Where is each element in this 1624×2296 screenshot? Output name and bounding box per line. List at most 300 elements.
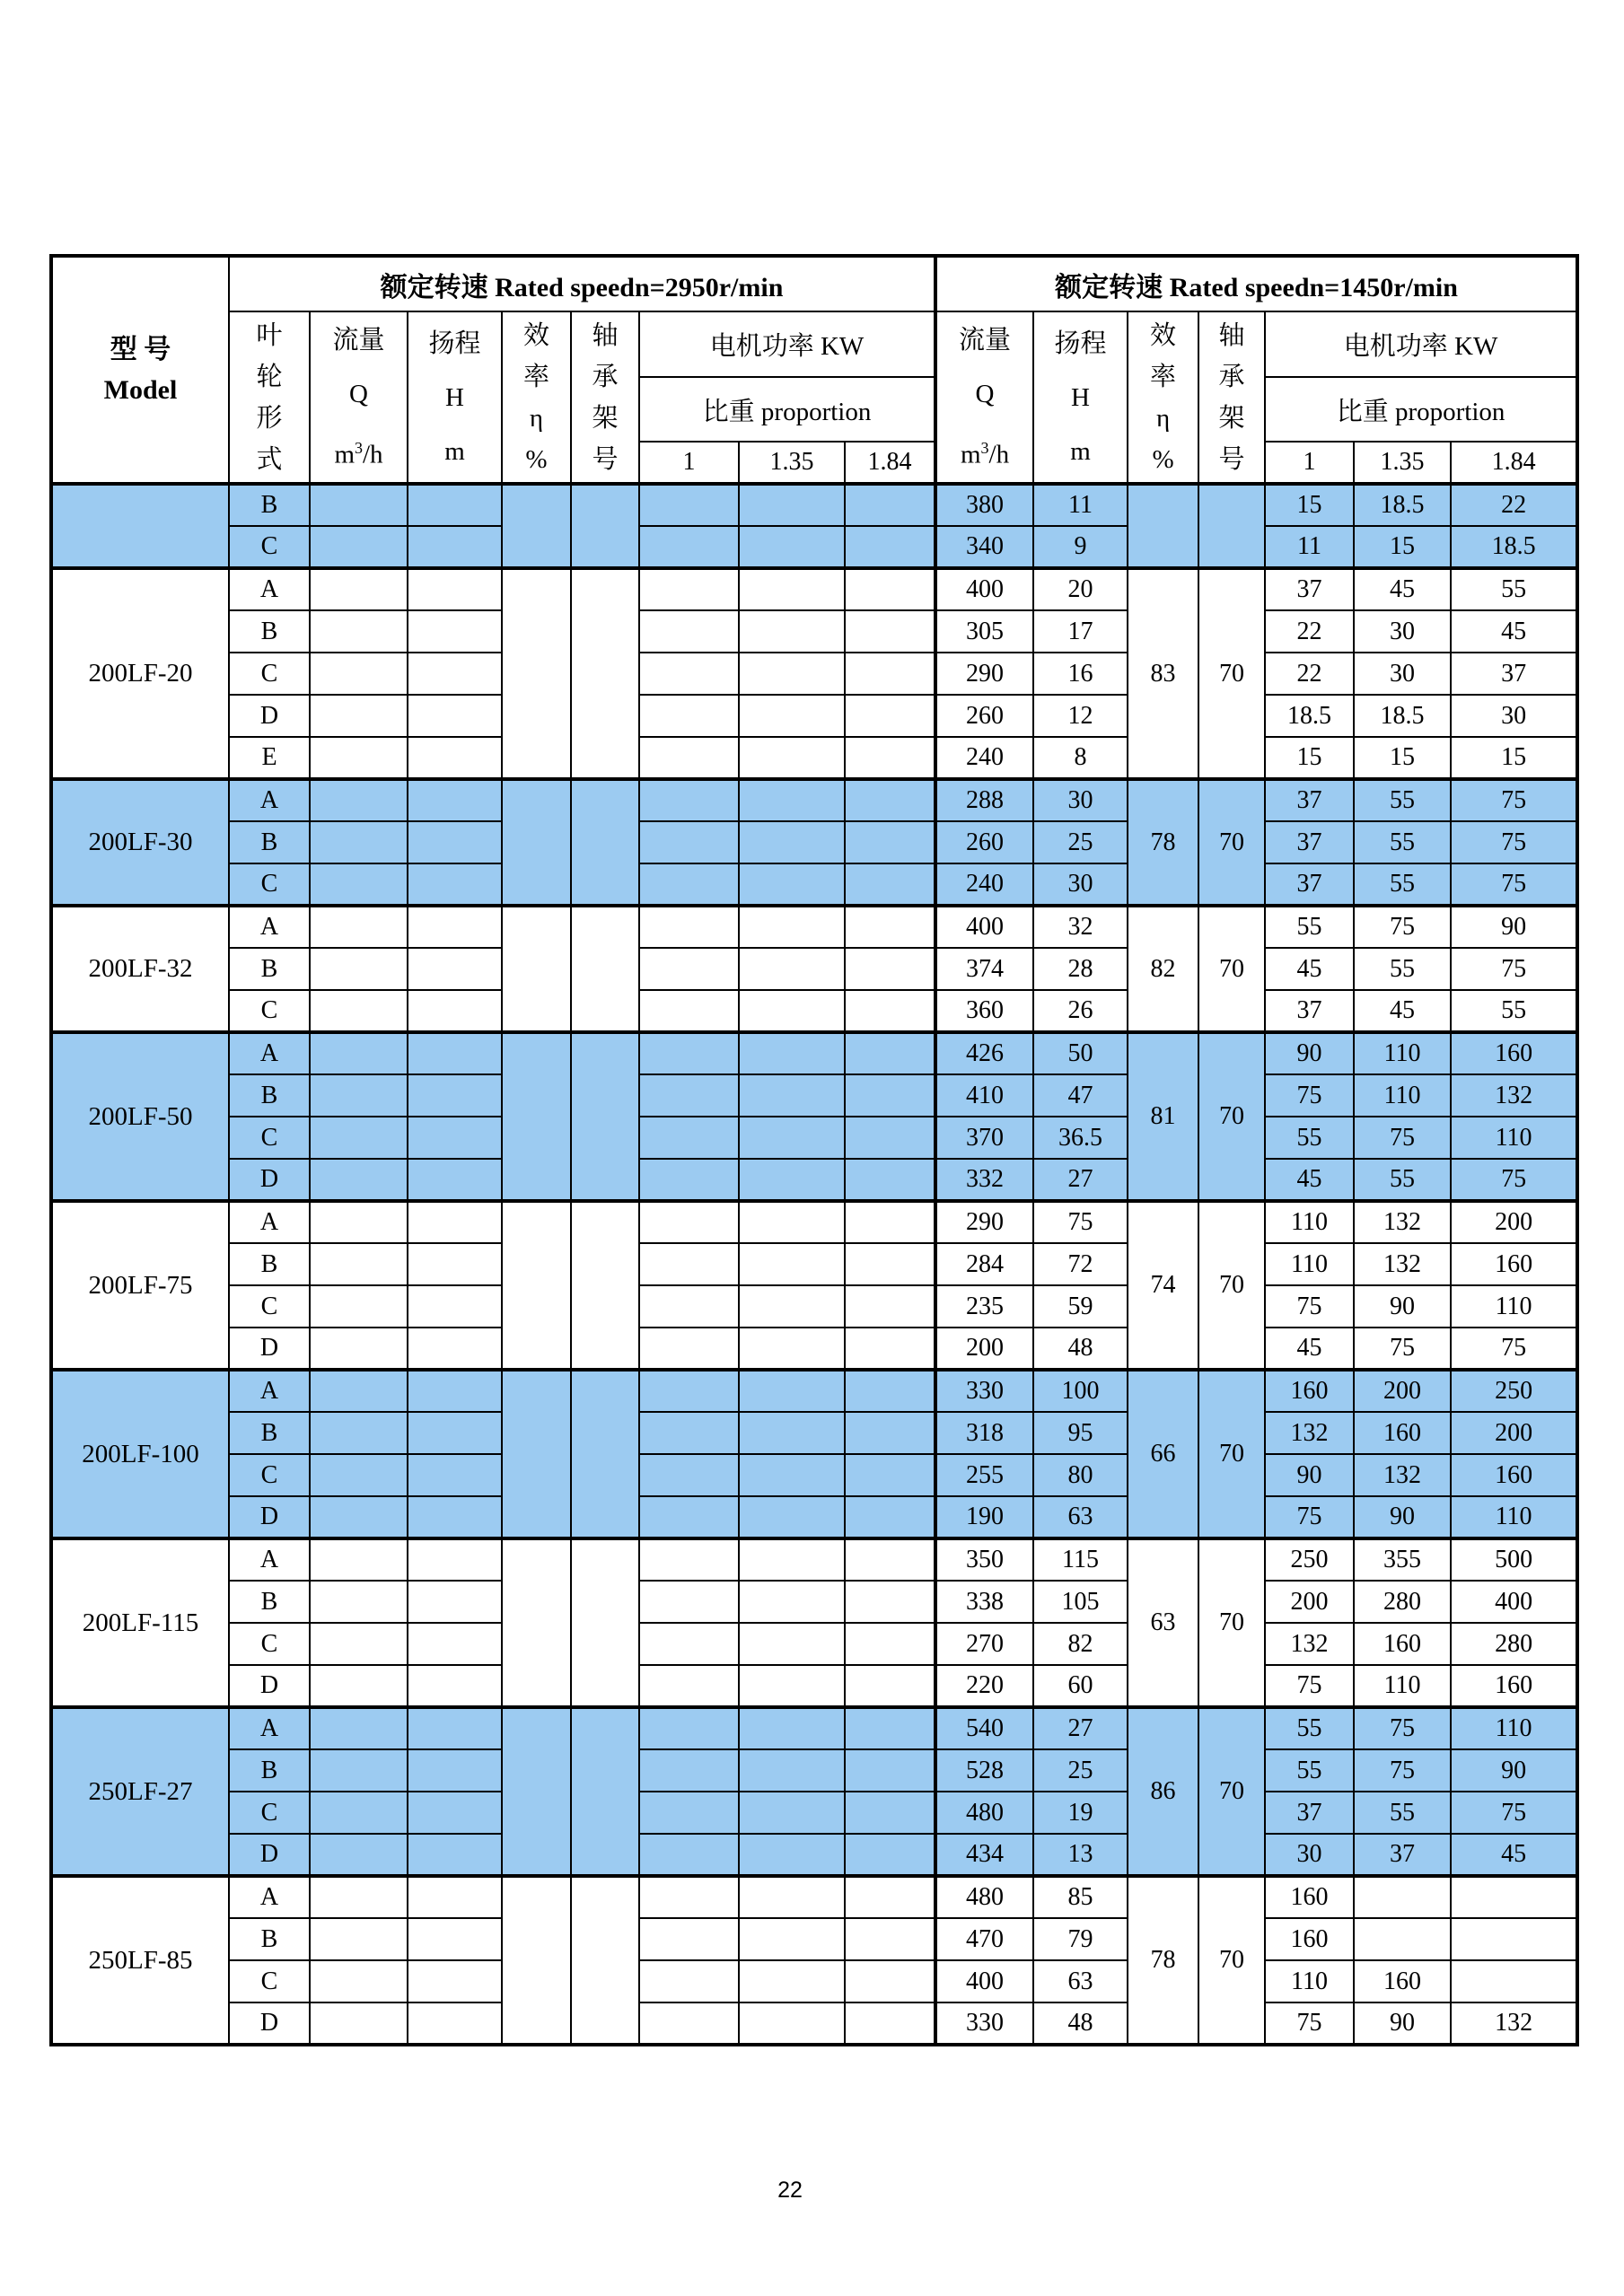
flow-1450-cell: 370: [935, 1117, 1033, 1159]
table-row: [51, 1792, 1577, 1834]
power-1450-cell: 132: [1265, 1412, 1354, 1454]
power-2950-cell: [739, 737, 845, 779]
power-1450-cell: 90: [1265, 1454, 1354, 1496]
eff-char: 率: [522, 362, 549, 391]
head-2950-cell: [408, 948, 502, 990]
power-2950-cell: [739, 695, 845, 737]
power-2950-cell: [845, 526, 935, 568]
power-1450-cell: 75: [1451, 1328, 1577, 1370]
power-1450-cell: 75: [1354, 906, 1451, 948]
power-1450-cell: 15: [1265, 737, 1354, 779]
impeller-cell: B: [229, 1074, 310, 1117]
table-row: [51, 1834, 1577, 1876]
impeller-char: 式: [256, 444, 283, 474]
flow-2950-cell: [310, 990, 408, 1032]
power-1450-cell: 45: [1451, 610, 1577, 653]
power-2950-cell: [739, 1665, 845, 1707]
power-2950-cell: [739, 526, 845, 568]
power-1450-cell: 30: [1354, 653, 1451, 695]
table-body: [51, 484, 1577, 2045]
bearing-1450-cell: 70: [1198, 1707, 1265, 1876]
eff-char: 效: [522, 320, 549, 350]
efficiency-1450-cell: [1128, 484, 1198, 568]
power-2950-cell: [739, 1581, 845, 1623]
power-2950-cell: [639, 1918, 739, 1960]
power-2950-cell: [739, 1960, 845, 2002]
power-1450-cell: 110: [1451, 1707, 1577, 1749]
flow-2950-cell: [310, 1707, 408, 1749]
head-1450-cell: 47: [1033, 1074, 1128, 1117]
bearing-1450-cell: 70: [1198, 779, 1265, 906]
power-2950-cell: [845, 821, 935, 863]
bearing-2950-cell: [571, 1707, 639, 1876]
flow-1450-cell: 220: [935, 1665, 1033, 1707]
impeller-cell: B: [229, 1749, 310, 1792]
impeller-cell: A: [229, 906, 310, 948]
power-2950-cell: [845, 1243, 935, 1285]
flow-1450-cell: 340: [935, 526, 1033, 568]
head-2950-cell: [408, 1285, 502, 1328]
power-1450-cell: 45: [1354, 990, 1451, 1032]
bearing-2950-cell: [571, 779, 639, 906]
table-row: [51, 1412, 1577, 1454]
head-2950-cell: [408, 1370, 502, 1412]
power-1450-cell: 75: [1265, 1665, 1354, 1707]
power-2950-cell: [639, 1960, 739, 2002]
table-row: [51, 1159, 1577, 1201]
head-2950-cell: [408, 1538, 502, 1581]
table-row: [51, 1370, 1577, 1412]
power-1450-cell: 55: [1354, 1159, 1451, 1201]
impeller-cell: B: [229, 1918, 310, 1960]
power-1450-cell: 250: [1265, 1538, 1354, 1581]
table-row: [51, 948, 1577, 990]
power-2950-cell: [639, 1159, 739, 1201]
head-1450-cell: 8: [1033, 737, 1128, 779]
impeller-cell: C: [229, 990, 310, 1032]
power-1450-cell: [1451, 1918, 1577, 1960]
head-2950-cell: [408, 1749, 502, 1792]
power-2950-cell: [639, 906, 739, 948]
model-cell: 200LF-115: [51, 1538, 229, 1707]
model-label-cn: 型 号: [110, 335, 171, 364]
power-1450-cell: 18.5: [1451, 526, 1577, 568]
eff-char: η: [1155, 403, 1171, 433]
eff-char: η: [529, 403, 544, 433]
eff-char: %: [525, 444, 548, 474]
table-row: [51, 1665, 1577, 1707]
power-1450-cell: 37: [1265, 990, 1354, 1032]
head-symbol: H: [1071, 382, 1090, 412]
power-2950-cell: [845, 1538, 935, 1581]
power-2950-cell: [639, 695, 739, 737]
flow-2950-cell: [310, 906, 408, 948]
impeller-cell: B: [229, 1581, 310, 1623]
power-1450-cell: 75: [1451, 1159, 1577, 1201]
power-1450-cell: 160: [1354, 1960, 1451, 2002]
efficiency-1450-cell: 86: [1128, 1707, 1198, 1876]
head-1450-cell: 105: [1033, 1581, 1128, 1623]
head-1450-cell: 95: [1033, 1412, 1128, 1454]
power-2950-cell: [739, 990, 845, 1032]
efficiency-2950-header: [502, 311, 571, 484]
power-2950-cell: [639, 1285, 739, 1328]
power-2950-cell: [639, 1412, 739, 1454]
bearing-char: 架: [1218, 403, 1245, 433]
power-2950-cell: [845, 1496, 935, 1538]
table-row: [51, 1707, 1577, 1749]
power-2950-cell: [845, 1834, 935, 1876]
power-2950-cell: [845, 1285, 935, 1328]
page-number: 22: [777, 2178, 803, 2203]
bearing-1450-cell: 70: [1198, 1201, 1265, 1370]
power-2950-cell: [845, 737, 935, 779]
flow-2950-cell: [310, 653, 408, 695]
head-1450-cell: 32: [1033, 906, 1128, 948]
power-2950-cell: [739, 2002, 845, 2045]
impeller-cell: B: [229, 610, 310, 653]
bearing-1450-cell: 70: [1198, 1876, 1265, 2045]
flow-2950-cell: [310, 1834, 408, 1876]
flow-2950-cell: [310, 526, 408, 568]
power-2950-cell: [739, 863, 845, 906]
table-row: [51, 1074, 1577, 1117]
flow-2950-cell: [310, 1960, 408, 2002]
head-2950-header: [408, 311, 502, 484]
power-2950-cell: [845, 653, 935, 695]
proportion-value: 1.84: [845, 442, 935, 484]
flow-1450-cell: 360: [935, 990, 1033, 1032]
head-1450-cell: 28: [1033, 948, 1128, 990]
flow-1450-cell: 480: [935, 1876, 1033, 1918]
power-2950-cell: [845, 990, 935, 1032]
head-1450-cell: 30: [1033, 863, 1128, 906]
impeller-cell: C: [229, 1117, 310, 1159]
power-2950-cell: [639, 653, 739, 695]
bearing-1450-cell: 70: [1198, 568, 1265, 779]
flow-1450-cell: 260: [935, 695, 1033, 737]
flow-2950-cell: [310, 1159, 408, 1201]
efficiency-1450-cell: 78: [1128, 1876, 1198, 2045]
proportion-2950-header: 比重 proportion: [639, 377, 935, 442]
power-2950-cell: [739, 1454, 845, 1496]
table-row: [51, 1581, 1577, 1623]
head-1450-cell: 59: [1033, 1285, 1128, 1328]
rated-speed-2950-header: 额定转速 Rated speedn=2950r/min: [229, 256, 935, 311]
table-row: [51, 1285, 1577, 1328]
impeller-cell: A: [229, 1876, 310, 1918]
head-2950-cell: [408, 1201, 502, 1243]
power-1450-cell: 55: [1265, 1749, 1354, 1792]
power-2950-cell: [639, 2002, 739, 2045]
power-1450-cell: 75: [1265, 2002, 1354, 2045]
head-1450-cell: 85: [1033, 1876, 1128, 1918]
table-row: [51, 1538, 1577, 1581]
flow-1450-cell: 255: [935, 1454, 1033, 1496]
power-2950-cell: [639, 1201, 739, 1243]
flow-1450-cell: 400: [935, 906, 1033, 948]
flow-2950-cell: [310, 484, 408, 526]
table-row: [51, 526, 1577, 568]
power-2950-cell: [845, 1117, 935, 1159]
model-cell: 200LF-32: [51, 906, 229, 1032]
head-2950-cell: [408, 1960, 502, 2002]
head-1450-cell: 30: [1033, 779, 1128, 821]
model-cell: [51, 484, 229, 568]
head-2950-cell: [408, 990, 502, 1032]
power-1450-cell: 200: [1451, 1201, 1577, 1243]
flow-unit: $m^3/h$: [960, 438, 1010, 469]
impeller-cell: D: [229, 1496, 310, 1538]
power-1450-cell: 75: [1265, 1496, 1354, 1538]
impeller-cell: D: [229, 1834, 310, 1876]
power-1450-cell: 75: [1451, 948, 1577, 990]
power-1450-cell: 18.5: [1354, 484, 1451, 526]
table-row: [51, 737, 1577, 779]
head-2950-cell: [408, 653, 502, 695]
impeller-cell: B: [229, 821, 310, 863]
power-1450-cell: 110: [1451, 1496, 1577, 1538]
power-1450-cell: 55: [1265, 906, 1354, 948]
head-2950-cell: [408, 2002, 502, 2045]
power-1450-cell: 75: [1265, 1074, 1354, 1117]
power-2950-cell: [639, 1665, 739, 1707]
power-1450-cell: 160: [1265, 1918, 1354, 1960]
power-1450-cell: [1451, 1960, 1577, 2002]
impeller-cell: A: [229, 1707, 310, 1749]
bearing-char: 号: [592, 444, 619, 474]
impeller-cell: C: [229, 1792, 310, 1834]
flow-2950-cell: [310, 737, 408, 779]
model-cell: 200LF-75: [51, 1201, 229, 1370]
power-2950-cell: [739, 948, 845, 990]
head-2950-cell: [408, 526, 502, 568]
power-1450-cell: 18.5: [1354, 695, 1451, 737]
impeller-cell: B: [229, 484, 310, 526]
rated-speed-1450-header: 额定转速 Rated speedn=1450r/min: [935, 256, 1577, 311]
bearing-2950-cell: [571, 1876, 639, 2045]
flow-1450-cell: 540: [935, 1707, 1033, 1749]
flow-2950-cell: [310, 821, 408, 863]
efficiency-2950-cell: [502, 1201, 571, 1370]
head-label-cn: 扬程: [1054, 329, 1107, 358]
power-1450-cell: 110: [1265, 1960, 1354, 2002]
table-row: [51, 653, 1577, 695]
head-2950-cell: [408, 1792, 502, 1834]
flow-2950-cell: [310, 1538, 408, 1581]
power-1450-cell: 22: [1265, 610, 1354, 653]
impeller-form-header: [229, 311, 310, 484]
impeller-cell: C: [229, 863, 310, 906]
flow-2950-cell: [310, 1032, 408, 1074]
power-2950-cell: [739, 779, 845, 821]
impeller-cell: D: [229, 1665, 310, 1707]
power-1450-cell: 75: [1354, 1117, 1451, 1159]
head-1450-cell: 11: [1033, 484, 1128, 526]
head-1450-cell: 100: [1033, 1370, 1128, 1412]
power-2950-cell: [845, 1623, 935, 1665]
power-2950-cell: [739, 1412, 845, 1454]
flow-2950-cell: [310, 1201, 408, 1243]
pump-spec-table: [49, 254, 1579, 2046]
table-row: [51, 863, 1577, 906]
power-1450-cell: 110: [1265, 1243, 1354, 1285]
power-2950-cell: [639, 1454, 739, 1496]
power-1450-cell: 110: [1451, 1285, 1577, 1328]
power-1450-cell: 75: [1451, 863, 1577, 906]
power-2950-cell: [845, 1665, 935, 1707]
power-2950-cell: [739, 1328, 845, 1370]
flow-1450-cell: 400: [935, 568, 1033, 610]
proportion-value: 1.35: [739, 442, 845, 484]
table-row: [51, 484, 1577, 526]
flow-1450-cell: 470: [935, 1918, 1033, 1960]
efficiency-1450-cell: 78: [1128, 779, 1198, 906]
power-2950-cell: [845, 1412, 935, 1454]
head-1450-cell: 36.5: [1033, 1117, 1128, 1159]
bearing-1450-cell: 70: [1198, 1538, 1265, 1707]
head-1450-header: [1033, 311, 1128, 484]
power-1450-cell: [1354, 1876, 1451, 1918]
table-header: [51, 256, 1577, 484]
power-2950-cell: [739, 1876, 845, 1918]
flow-2950-cell: [310, 1370, 408, 1412]
flow-unit: $m^3/h$: [334, 438, 383, 469]
head-1450-cell: 60: [1033, 1665, 1128, 1707]
power-1450-cell: 75: [1451, 1792, 1577, 1834]
flow-1450-cell: 200: [935, 1328, 1033, 1370]
power-1450-cell: 132: [1451, 2002, 1577, 2045]
flow-2950-cell: [310, 1876, 408, 1918]
table-row: [51, 1328, 1577, 1370]
head-1450-cell: 12: [1033, 695, 1128, 737]
bearing-char: 架: [592, 403, 619, 433]
power-2950-cell: [639, 1538, 739, 1581]
head-2950-cell: [408, 1496, 502, 1538]
power-1450-cell: 160: [1265, 1876, 1354, 1918]
power-1450-cell: 37: [1265, 779, 1354, 821]
power-1450-cell: 110: [1451, 1117, 1577, 1159]
power-2950-cell: [739, 653, 845, 695]
bearing-char: 承: [1218, 362, 1245, 391]
power-1450-cell: 75: [1265, 1285, 1354, 1328]
power-1450-cell: 110: [1354, 1032, 1451, 1074]
power-1450-cell: 160: [1265, 1370, 1354, 1412]
power-1450-cell: 55: [1354, 821, 1451, 863]
bearing-2950-cell: [571, 1201, 639, 1370]
bearing-char: 承: [592, 362, 619, 391]
power-1450-cell: 110: [1354, 1074, 1451, 1117]
flow-2950-cell: [310, 1581, 408, 1623]
bearing-1450-cell: 70: [1198, 1032, 1265, 1201]
eff-char: %: [1152, 444, 1174, 474]
flow-1450-cell: 426: [935, 1032, 1033, 1074]
power-1450-cell: 55: [1354, 863, 1451, 906]
head-2950-cell: [408, 1328, 502, 1370]
flow-2950-cell: [310, 568, 408, 610]
flow-2950-cell: [310, 1792, 408, 1834]
power-2950-cell: [845, 1876, 935, 1918]
model-cell: 250LF-85: [51, 1876, 229, 2045]
power-1450-cell: 160: [1451, 1665, 1577, 1707]
power-1450-cell: 132: [1451, 1074, 1577, 1117]
flow-1450-cell: 260: [935, 821, 1033, 863]
power-2950-cell: [739, 1370, 845, 1412]
power-1450-cell: 200: [1265, 1581, 1354, 1623]
flow-2950-cell: [310, 1328, 408, 1370]
power-2950-cell: [845, 1960, 935, 2002]
proportion-value: 1: [1265, 442, 1354, 484]
flow-1450-cell: 290: [935, 1201, 1033, 1243]
head-1450-cell: 50: [1033, 1032, 1128, 1074]
impeller-cell: B: [229, 1412, 310, 1454]
eff-char: 率: [1150, 362, 1177, 391]
power-1450-cell: 37: [1451, 653, 1577, 695]
power-1450-cell: 18.5: [1265, 695, 1354, 737]
head-2950-cell: [408, 1581, 502, 1623]
power-2950-cell: [639, 863, 739, 906]
flow-1450-cell: 190: [935, 1496, 1033, 1538]
power-1450-cell: 30: [1451, 695, 1577, 737]
power-1450-cell: 45: [1265, 1328, 1354, 1370]
power-1450-cell: 15: [1451, 737, 1577, 779]
flow-2950-cell: [310, 1412, 408, 1454]
head-1450-cell: 26: [1033, 990, 1128, 1032]
head-1450-cell: 17: [1033, 610, 1128, 653]
impeller-cell: A: [229, 1032, 310, 1074]
power-1450-cell: 55: [1354, 779, 1451, 821]
power-1450-cell: 55: [1354, 948, 1451, 990]
efficiency-2950-cell: [502, 906, 571, 1032]
head-1450-cell: 115: [1033, 1538, 1128, 1581]
bearing-2950-cell: [571, 1538, 639, 1707]
efficiency-2950-cell: [502, 779, 571, 906]
efficiency-1450-cell: 83: [1128, 568, 1198, 779]
flow-2950-cell: [310, 1623, 408, 1665]
bearing-char: 轴: [1218, 320, 1245, 350]
head-unit: m: [444, 436, 465, 466]
power-2950-cell: [845, 906, 935, 948]
head-1450-cell: 13: [1033, 1834, 1128, 1876]
flow-label-cn: 流量: [959, 325, 1012, 355]
flow-2950-cell: [310, 1117, 408, 1159]
power-2950-cell: [639, 1370, 739, 1412]
table-row: [51, 695, 1577, 737]
power-1450-cell: 250: [1451, 1370, 1577, 1412]
bearing-1450-cell: 70: [1198, 906, 1265, 1032]
model-label-en: Model: [103, 375, 178, 405]
flow-2950-cell: [310, 948, 408, 990]
power-2950-cell: [639, 1792, 739, 1834]
table-row: [51, 821, 1577, 863]
flow-1450-cell: 350: [935, 1538, 1033, 1581]
impeller-cell: D: [229, 1159, 310, 1201]
power-2950-cell: [739, 1159, 845, 1201]
head-2950-cell: [408, 737, 502, 779]
table-row: [51, 1496, 1577, 1538]
flow-2950-cell: [310, 1454, 408, 1496]
motor-power-1450-header: 电机功率 KW: [1265, 311, 1577, 377]
head-2950-cell: [408, 1159, 502, 1201]
power-2950-cell: [845, 1328, 935, 1370]
bearing-2950-cell: [571, 1032, 639, 1201]
head-1450-cell: 20: [1033, 568, 1128, 610]
power-1450-cell: 75: [1354, 1707, 1451, 1749]
proportion-1450-header: 比重 proportion: [1265, 377, 1577, 442]
bearing-1450-header: [1198, 311, 1265, 484]
power-2950-cell: [739, 1918, 845, 1960]
power-1450-cell: 55: [1451, 990, 1577, 1032]
